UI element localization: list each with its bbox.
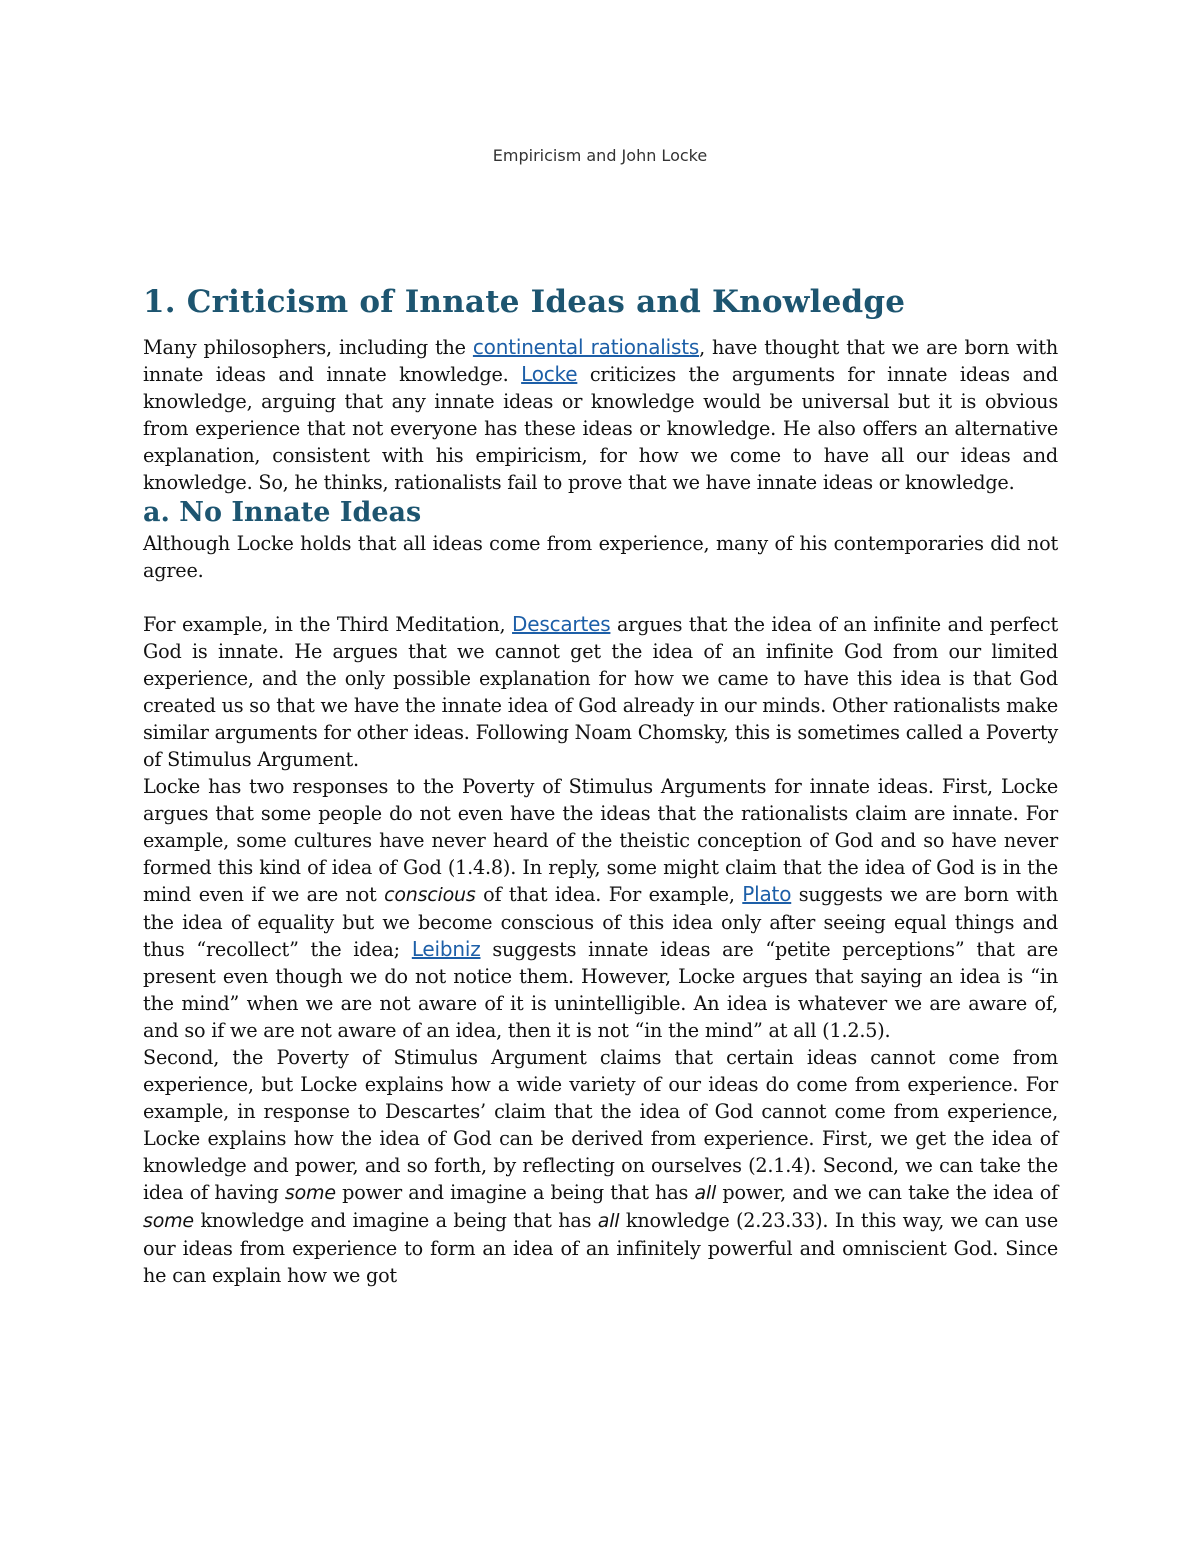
paragraph-contemporaries: Although Locke holds that all ideas come from experience, many of his contemporaries did not agree. (143, 532, 1058, 582)
text-run: For example, in the Third Meditation, (143, 613, 513, 636)
subsection-heading: a. No Innate Ideas (143, 497, 422, 528)
text-run: suggests innate ideas are “petite perceptions” that are present even though we do not notice them. However, Locke argues that saying an idea is “in the mind” when we are not aware of it is unintelligible. An idea is whatever we are aware of, and so if we are not aware of an idea, then it is not “in the mind” at all (1.2.5). (143, 938, 1058, 1042)
link-continental-rationalists[interactable]: continental rationalists (472, 335, 700, 359)
text-run: Many philosophers, including the (143, 336, 473, 359)
text-run: suggests we are born with the idea of equality but we become conscious of this idea only after seeing equal things and thus “recollect” the idea; (143, 883, 1058, 961)
paragraph-first-response (143, 773, 1058, 1044)
link-descartes[interactable]: Descartes (512, 612, 611, 636)
emphasis: all (597, 1210, 620, 1232)
text-run: Second, the Poverty of Stimulus Argument claims that certain ideas cannot come from experience, but Locke explains how a wide variety of our ideas do come from experience. For example, in response to Descartes’ claim that the idea of God cannot come from experience, Locke explains how the idea of God can be derived from experience. First, we get the idea of knowledge and power, and so forth, by reflecting on ourselves (2.1.4). Second, we can take the idea of having (143, 1046, 1058, 1204)
text-run: power and imagine a being that has (335, 1181, 695, 1204)
section-heading: 1. Criticism of Innate Ideas and Knowledge (143, 284, 906, 320)
paragraph-descartes (143, 611, 1058, 773)
running-header: Empiricism and John Locke (492, 146, 708, 165)
emphasis: some (284, 1182, 336, 1204)
text-run: criticizes the arguments for innate ideas and knowledge, arguing that any innate ideas or knowledge would be universal but it is obvious from experience that not everyone has these ideas or knowledge. He also offers an alternative explanation, consistent with his empiricism, for how we come to have all our ideas and knowledge. So, he thinks, rationalists fail to prove that we have innate ideas or knowledge. (143, 363, 1058, 494)
text-run: , have thought that we are born with innate ideas and innate knowledge. (143, 336, 1058, 386)
link-plato[interactable]: Plato (742, 882, 792, 906)
paragraph-intro (143, 334, 1058, 496)
text-run: knowledge (2.23.33). In this way, we can use our ideas from experience to form an idea of an infinitely powerful and omniscient God. Since he can explain how we got (143, 1209, 1058, 1287)
emphasis: all (694, 1182, 717, 1204)
link-leibniz[interactable]: Leibniz (411, 937, 481, 961)
text-run: power, and we can take the idea of (716, 1181, 1058, 1204)
text-run: Locke has two responses to the Poverty of Stimulus Arguments for innate ideas. First, Locke argues that some people do not even have the ideas that the rationalists claim are innate. For example, some cultures have never heard of the theistic conception of God and so have never formed this kind of idea of God (1.4.8). In reply, some might claim that the idea of God is in the mind even if we are not (143, 775, 1058, 906)
document-body (143, 284, 1058, 1289)
link-locke[interactable]: Locke (521, 362, 578, 386)
text-run: argues that the idea of an infinite and perfect God is innate. He argues that we cannot get the idea of an infinite God from our limited experience, and the only possible explanation for how we came to have this idea is that God created us so that we have the innate idea of God already in our minds. Other rationalists make similar arguments for other ideas. Following Noam Chomsky, this is sometimes called a Poverty of Stimulus Argument. (143, 613, 1058, 771)
emphasis: conscious (384, 884, 476, 906)
paragraph-second-response (143, 1044, 1058, 1289)
text-run: knowledge and imagine a being that has (193, 1209, 598, 1232)
emphasis: some (143, 1210, 194, 1232)
text-run: of that idea. For example, (475, 883, 743, 906)
